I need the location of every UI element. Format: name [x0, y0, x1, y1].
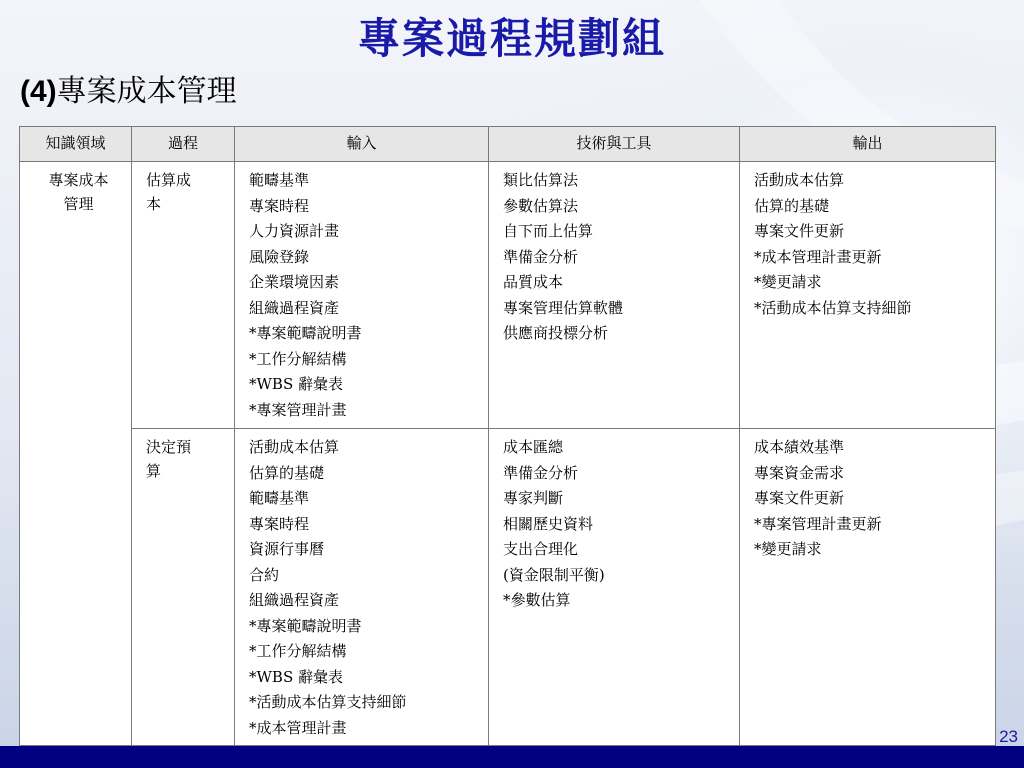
- cell-line: 範疇基準: [249, 171, 310, 189]
- cell-line: 準備金分析: [503, 247, 579, 266]
- cell-line: *變更請求: [754, 540, 822, 558]
- cell-line: *工作分解結構: [249, 349, 347, 368]
- table-row: [20, 429, 996, 746]
- cell-line: 專家判斷: [503, 489, 564, 507]
- cell-line: 參數估算法: [503, 196, 579, 215]
- cell-line: *專案管理計畫: [249, 400, 347, 419]
- cell-line: 類比估算法: [503, 171, 579, 189]
- cell-line: 風險登錄: [249, 247, 310, 266]
- cell-line: 決定預: [146, 438, 192, 456]
- cell-line: *變更請求: [754, 273, 822, 291]
- cell-line: 估算的基礎: [249, 463, 325, 482]
- cell-line: 本: [146, 195, 162, 213]
- cell-line: 估算的基礎: [754, 196, 830, 215]
- cell-line: 專案文件更新: [754, 222, 845, 240]
- cell-line: 專案時程: [249, 514, 310, 533]
- cell-line: 準備金分析: [503, 463, 579, 482]
- cell-line: 專案時程: [249, 196, 310, 215]
- knowledge-area-cell: [20, 162, 132, 746]
- cell-line: 供應商投標分析: [503, 324, 609, 342]
- process-cell: [132, 162, 235, 429]
- cell-line: 成本匯總: [503, 438, 564, 456]
- outputs-cell: [740, 429, 996, 746]
- cell-line: 支出合理化: [503, 540, 579, 558]
- cell-line: *成本管理計畫更新: [754, 247, 882, 266]
- header-area: 知識領域: [20, 127, 132, 162]
- cell-line: 估算成: [146, 171, 192, 189]
- subtitle-text: 專案成本管理: [56, 74, 237, 109]
- tools-cell: [489, 162, 740, 429]
- header-outputs: 輸出: [740, 127, 996, 162]
- slide-subtitle: [20, 66, 237, 110]
- cell-line: 合約: [249, 565, 280, 584]
- footer-bar: [0, 746, 1024, 768]
- process-cell: [132, 429, 235, 746]
- cell-line: 成本績效基準: [754, 438, 845, 456]
- header-tools: 技術與工具: [489, 127, 740, 162]
- cell-line: *參數估算: [503, 591, 571, 609]
- page-number: 23: [999, 727, 1018, 746]
- cell-line: 活動成本估算: [249, 438, 340, 456]
- cell-line: 活動成本估算: [754, 171, 845, 189]
- cell-line: *WBS 辭彙表: [249, 375, 343, 393]
- outputs-cell: [740, 162, 996, 429]
- cell-line: 專案資金需求: [754, 463, 845, 482]
- cell-line: 管理: [63, 195, 94, 213]
- cell-line: *專案範疇說明書: [249, 324, 362, 342]
- cell-line: 專案成本: [48, 171, 109, 189]
- inputs-cell: [235, 162, 489, 429]
- cell-line: 自下而上估算: [503, 222, 594, 240]
- cell-line: (資金限制平衡): [503, 565, 605, 584]
- cost-management-table: [19, 126, 996, 746]
- table-row: [20, 162, 996, 429]
- subtitle-number: (4): [20, 75, 57, 108]
- cell-line: *活動成本估算支持細節: [754, 298, 912, 317]
- cell-line: 組織過程資產: [249, 298, 340, 317]
- cell-line: *工作分解結構: [249, 642, 347, 660]
- cell-line: 專案管理估算軟體: [503, 298, 624, 317]
- cell-line: 算: [146, 462, 162, 480]
- cell-line: 專案文件更新: [754, 489, 845, 507]
- cost-management-table-wrapper: [19, 126, 995, 746]
- cell-line: *WBS 辭彙表: [249, 667, 343, 686]
- cell-line: 組織過程資產: [249, 591, 340, 609]
- cell-line: 企業環境因素: [249, 273, 340, 291]
- cell-line: *成本管理計畫: [249, 718, 347, 737]
- cell-line: *專案範疇說明書: [249, 616, 362, 635]
- header-inputs: 輸入: [235, 127, 489, 162]
- cell-line: *活動成本估算支持細節: [249, 693, 407, 711]
- cell-line: 資源行事曆: [249, 540, 325, 558]
- tools-cell: [489, 429, 740, 746]
- cell-line: 相關歷史資料: [503, 514, 594, 533]
- inputs-cell: [235, 429, 489, 746]
- slide-title: 專案過程規劃組: [357, 14, 666, 63]
- cell-line: 人力資源計畫: [249, 222, 340, 240]
- cell-line: 範疇基準: [249, 489, 310, 507]
- header-process: 過程: [132, 127, 235, 162]
- table-header-row: [20, 127, 996, 162]
- cell-line: 品質成本: [503, 273, 564, 291]
- cell-line: *專案管理計畫更新: [754, 514, 882, 533]
